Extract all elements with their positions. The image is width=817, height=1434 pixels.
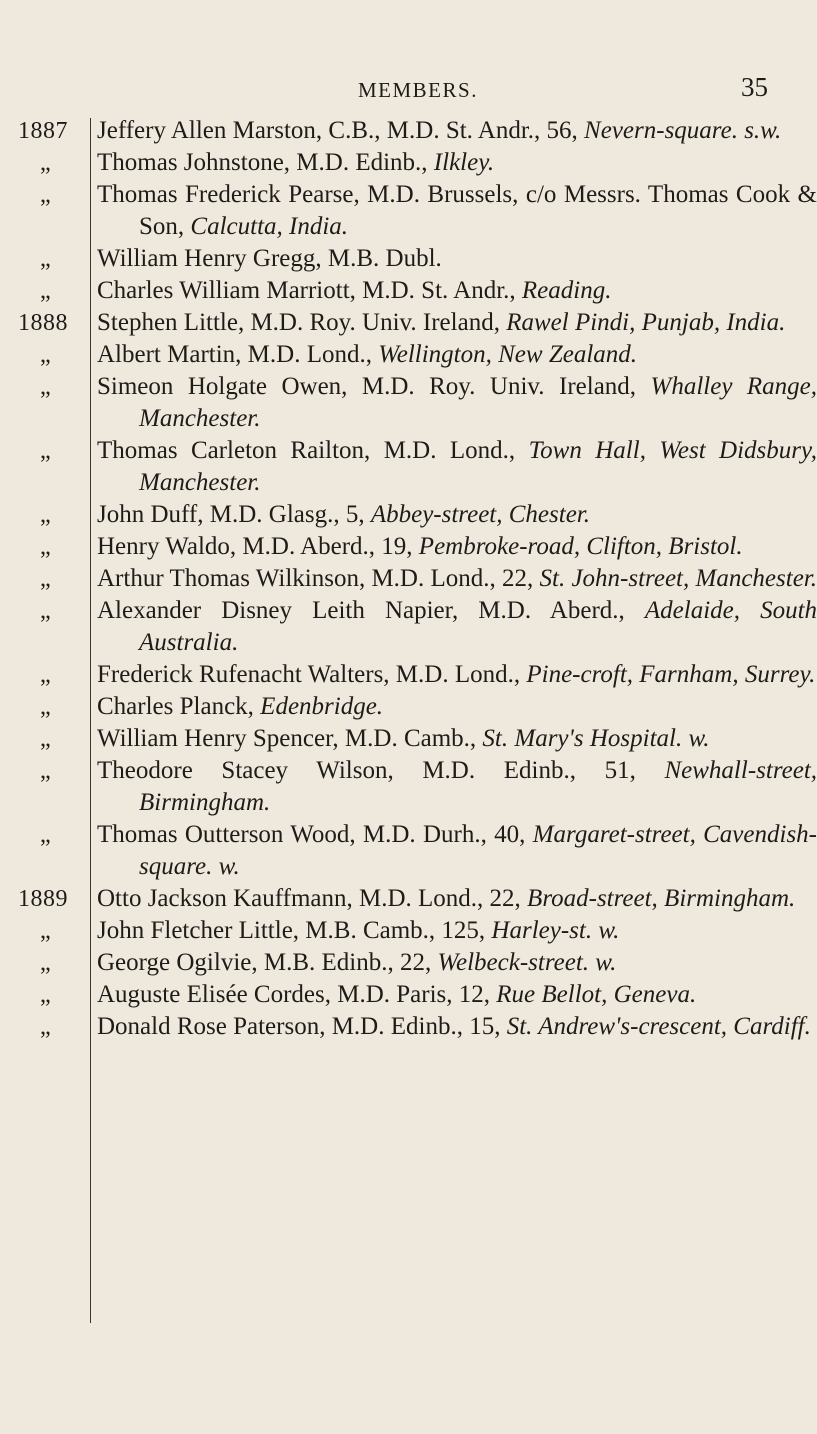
member-address: Abbey-street, Chester. bbox=[370, 501, 590, 528]
member-entry bbox=[0, 691, 800, 723]
member-entry bbox=[0, 531, 800, 563]
member-entry bbox=[0, 147, 800, 179]
entry-text bbox=[97, 339, 817, 371]
member-entry bbox=[0, 275, 800, 307]
member-entry bbox=[0, 563, 817, 595]
member-address: Welbeck-street. w. bbox=[437, 949, 617, 976]
entry-year: „ bbox=[40, 534, 52, 560]
member-entry bbox=[0, 947, 800, 979]
member-entry bbox=[0, 435, 817, 499]
entry-year: „ bbox=[40, 246, 52, 272]
entry-year: „ bbox=[40, 758, 52, 784]
member-details: Jeffery Allen Marston, C.B., M.D. St. Andr., 56, bbox=[97, 117, 578, 144]
entry-text bbox=[97, 755, 817, 819]
entry-text bbox=[97, 723, 817, 755]
member-details: Henry Waldo, M.D. Aberd., 19, bbox=[97, 533, 413, 560]
entry-text bbox=[97, 947, 817, 979]
member-entry bbox=[0, 595, 817, 659]
entry-year: „ bbox=[40, 278, 52, 304]
member-address: Adelaide, South Australia. bbox=[139, 597, 817, 656]
entry-year: „ bbox=[40, 950, 52, 976]
entry-year: „ bbox=[40, 694, 52, 720]
entry-text bbox=[97, 371, 817, 435]
entry-year: „ bbox=[40, 822, 52, 848]
member-entry bbox=[0, 179, 817, 243]
entry-year: 1888 bbox=[18, 310, 68, 336]
member-details: Thomas Outterson Wood, M.D. Durh., 40, bbox=[97, 821, 526, 848]
entry-year: „ bbox=[40, 374, 52, 400]
member-entry bbox=[0, 371, 817, 435]
entry-year: „ bbox=[40, 150, 52, 176]
entry-text bbox=[97, 691, 817, 723]
entry-text bbox=[97, 307, 817, 339]
entry-year: „ bbox=[40, 1014, 52, 1040]
entry-text bbox=[97, 915, 817, 947]
member-entry bbox=[0, 819, 817, 883]
member-details: Alexander Disney Leith Napier, M.D. Aberd., bbox=[97, 597, 625, 624]
member-details: Frederick Rufenacht Walters, M.D. Lond., bbox=[97, 661, 521, 688]
member-address: Edenbridge. bbox=[260, 693, 384, 720]
entry-text bbox=[97, 659, 817, 691]
entry-text bbox=[97, 243, 817, 275]
entry-year: „ bbox=[40, 342, 52, 368]
member-entry bbox=[0, 915, 800, 947]
entry-text bbox=[97, 147, 817, 179]
entry-year: „ bbox=[40, 502, 52, 528]
member-entry bbox=[0, 883, 800, 915]
member-address: Margaret-street, Cavendish-square. w. bbox=[139, 821, 817, 880]
entry-year: „ bbox=[40, 726, 52, 752]
page-number: 35 bbox=[741, 72, 768, 102]
member-entry bbox=[0, 115, 800, 147]
entry-text bbox=[97, 115, 817, 147]
member-details: Thomas Carleton Railton, M.D. Lond., bbox=[97, 437, 516, 464]
member-entry bbox=[0, 1011, 811, 1043]
member-details: Charles Planck, bbox=[97, 693, 254, 720]
member-details: Albert Martin, M.D. Lond., bbox=[97, 341, 372, 368]
member-address: Harley-st. w. bbox=[491, 917, 620, 944]
member-details: Thomas Frederick Pearse, M.D. Brussels, c/o Messrs. Thomas Cook & Son, bbox=[97, 181, 817, 240]
member-entry bbox=[0, 339, 800, 371]
entry-year: 1887 bbox=[18, 118, 68, 144]
member-details: Charles William Marriott, M.D. St. Andr., bbox=[97, 277, 516, 304]
member-address: Pembroke-road, Clifton, Bristol. bbox=[418, 533, 743, 560]
member-details: John Fletcher Little, M.B. Camb., 125, bbox=[97, 917, 486, 944]
entry-text bbox=[97, 1011, 817, 1043]
member-address: Calcutta, India. bbox=[190, 213, 349, 240]
member-entry bbox=[0, 499, 800, 531]
member-details: Otto Jackson Kauffmann, M.D. Lond., 22, bbox=[97, 885, 521, 912]
member-address: Town Hall, West Didsbury, Manchester. bbox=[139, 437, 817, 496]
entry-year: „ bbox=[40, 918, 52, 944]
member-entry bbox=[0, 755, 817, 819]
member-details: Theodore Stacey Wilson, M.D. Edinb., 51, bbox=[97, 757, 636, 784]
entry-text bbox=[97, 595, 817, 659]
entry-text bbox=[97, 435, 817, 499]
entry-text bbox=[97, 883, 817, 915]
member-details: Auguste Elisée Cordes, M.D. Paris, 12, bbox=[97, 981, 491, 1008]
member-address: St. Andrew's-crescent, Cardiff. bbox=[506, 1013, 811, 1040]
member-address: Rawel Pindi, Punjab, India. bbox=[506, 309, 786, 336]
member-address: Nevern-square. s.w. bbox=[584, 117, 782, 144]
member-details: Donald Rose Paterson, M.D. Edinb., 15, bbox=[97, 1013, 501, 1040]
entry-year: 1889 bbox=[18, 886, 68, 912]
entry-text bbox=[97, 179, 817, 243]
entry-text bbox=[97, 531, 817, 563]
entry-year: „ bbox=[40, 438, 52, 464]
entry-text bbox=[97, 499, 817, 531]
member-address: Whalley Range, Manchester. bbox=[139, 373, 817, 432]
member-details: John Duff, M.D. Glasg., 5, bbox=[97, 501, 365, 528]
entry-year: „ bbox=[40, 662, 52, 688]
entry-text bbox=[97, 563, 817, 595]
member-address: Pine-croft, Farnham, Surrey. bbox=[526, 661, 816, 688]
member-details: William Henry Spencer, M.D. Camb., bbox=[97, 725, 477, 752]
page-header bbox=[0, 72, 800, 118]
member-entry bbox=[0, 659, 816, 691]
member-details: Arthur Thomas Wilkinson, M.D. Lond., 22, bbox=[97, 565, 534, 592]
member-list bbox=[0, 115, 817, 1043]
entry-text bbox=[97, 819, 817, 883]
member-address: Newhall-street, Birmingham. bbox=[139, 757, 817, 816]
member-details: Stephen Little, M.D. Roy. Univ. Ireland, bbox=[97, 309, 500, 336]
entry-year: „ bbox=[40, 982, 52, 1008]
entry-year: „ bbox=[40, 182, 52, 208]
member-details: George Ogilvie, M.B. Edinb., 22, bbox=[97, 949, 432, 976]
member-details: Simeon Holgate Owen, M.D. Roy. Univ. Ireland, bbox=[97, 373, 637, 400]
member-address: Rue Bellot, Geneva. bbox=[496, 981, 697, 1008]
entry-text bbox=[97, 979, 817, 1011]
member-address: Reading. bbox=[521, 277, 612, 304]
member-address: St. John-street, Manchester. bbox=[539, 565, 817, 592]
member-entry bbox=[0, 979, 800, 1011]
member-address: Ilkley. bbox=[433, 149, 495, 176]
member-address: Broad-street, Birmingham. bbox=[527, 885, 796, 912]
entry-year: „ bbox=[40, 598, 52, 624]
running-head: MEMBERS. bbox=[358, 78, 478, 102]
member-entry bbox=[0, 307, 800, 339]
member-entry bbox=[0, 723, 800, 755]
member-entry bbox=[0, 243, 800, 275]
entry-text bbox=[97, 275, 817, 307]
member-details: William Henry Gregg, M.B. Dubl. bbox=[97, 245, 442, 272]
entry-year: „ bbox=[40, 566, 52, 592]
member-address: St. Mary's Hospital. w. bbox=[482, 725, 710, 752]
member-address: Wellington, New Zealand. bbox=[378, 341, 638, 368]
member-details: Thomas Johnstone, M.D. Edinb., bbox=[97, 149, 428, 176]
